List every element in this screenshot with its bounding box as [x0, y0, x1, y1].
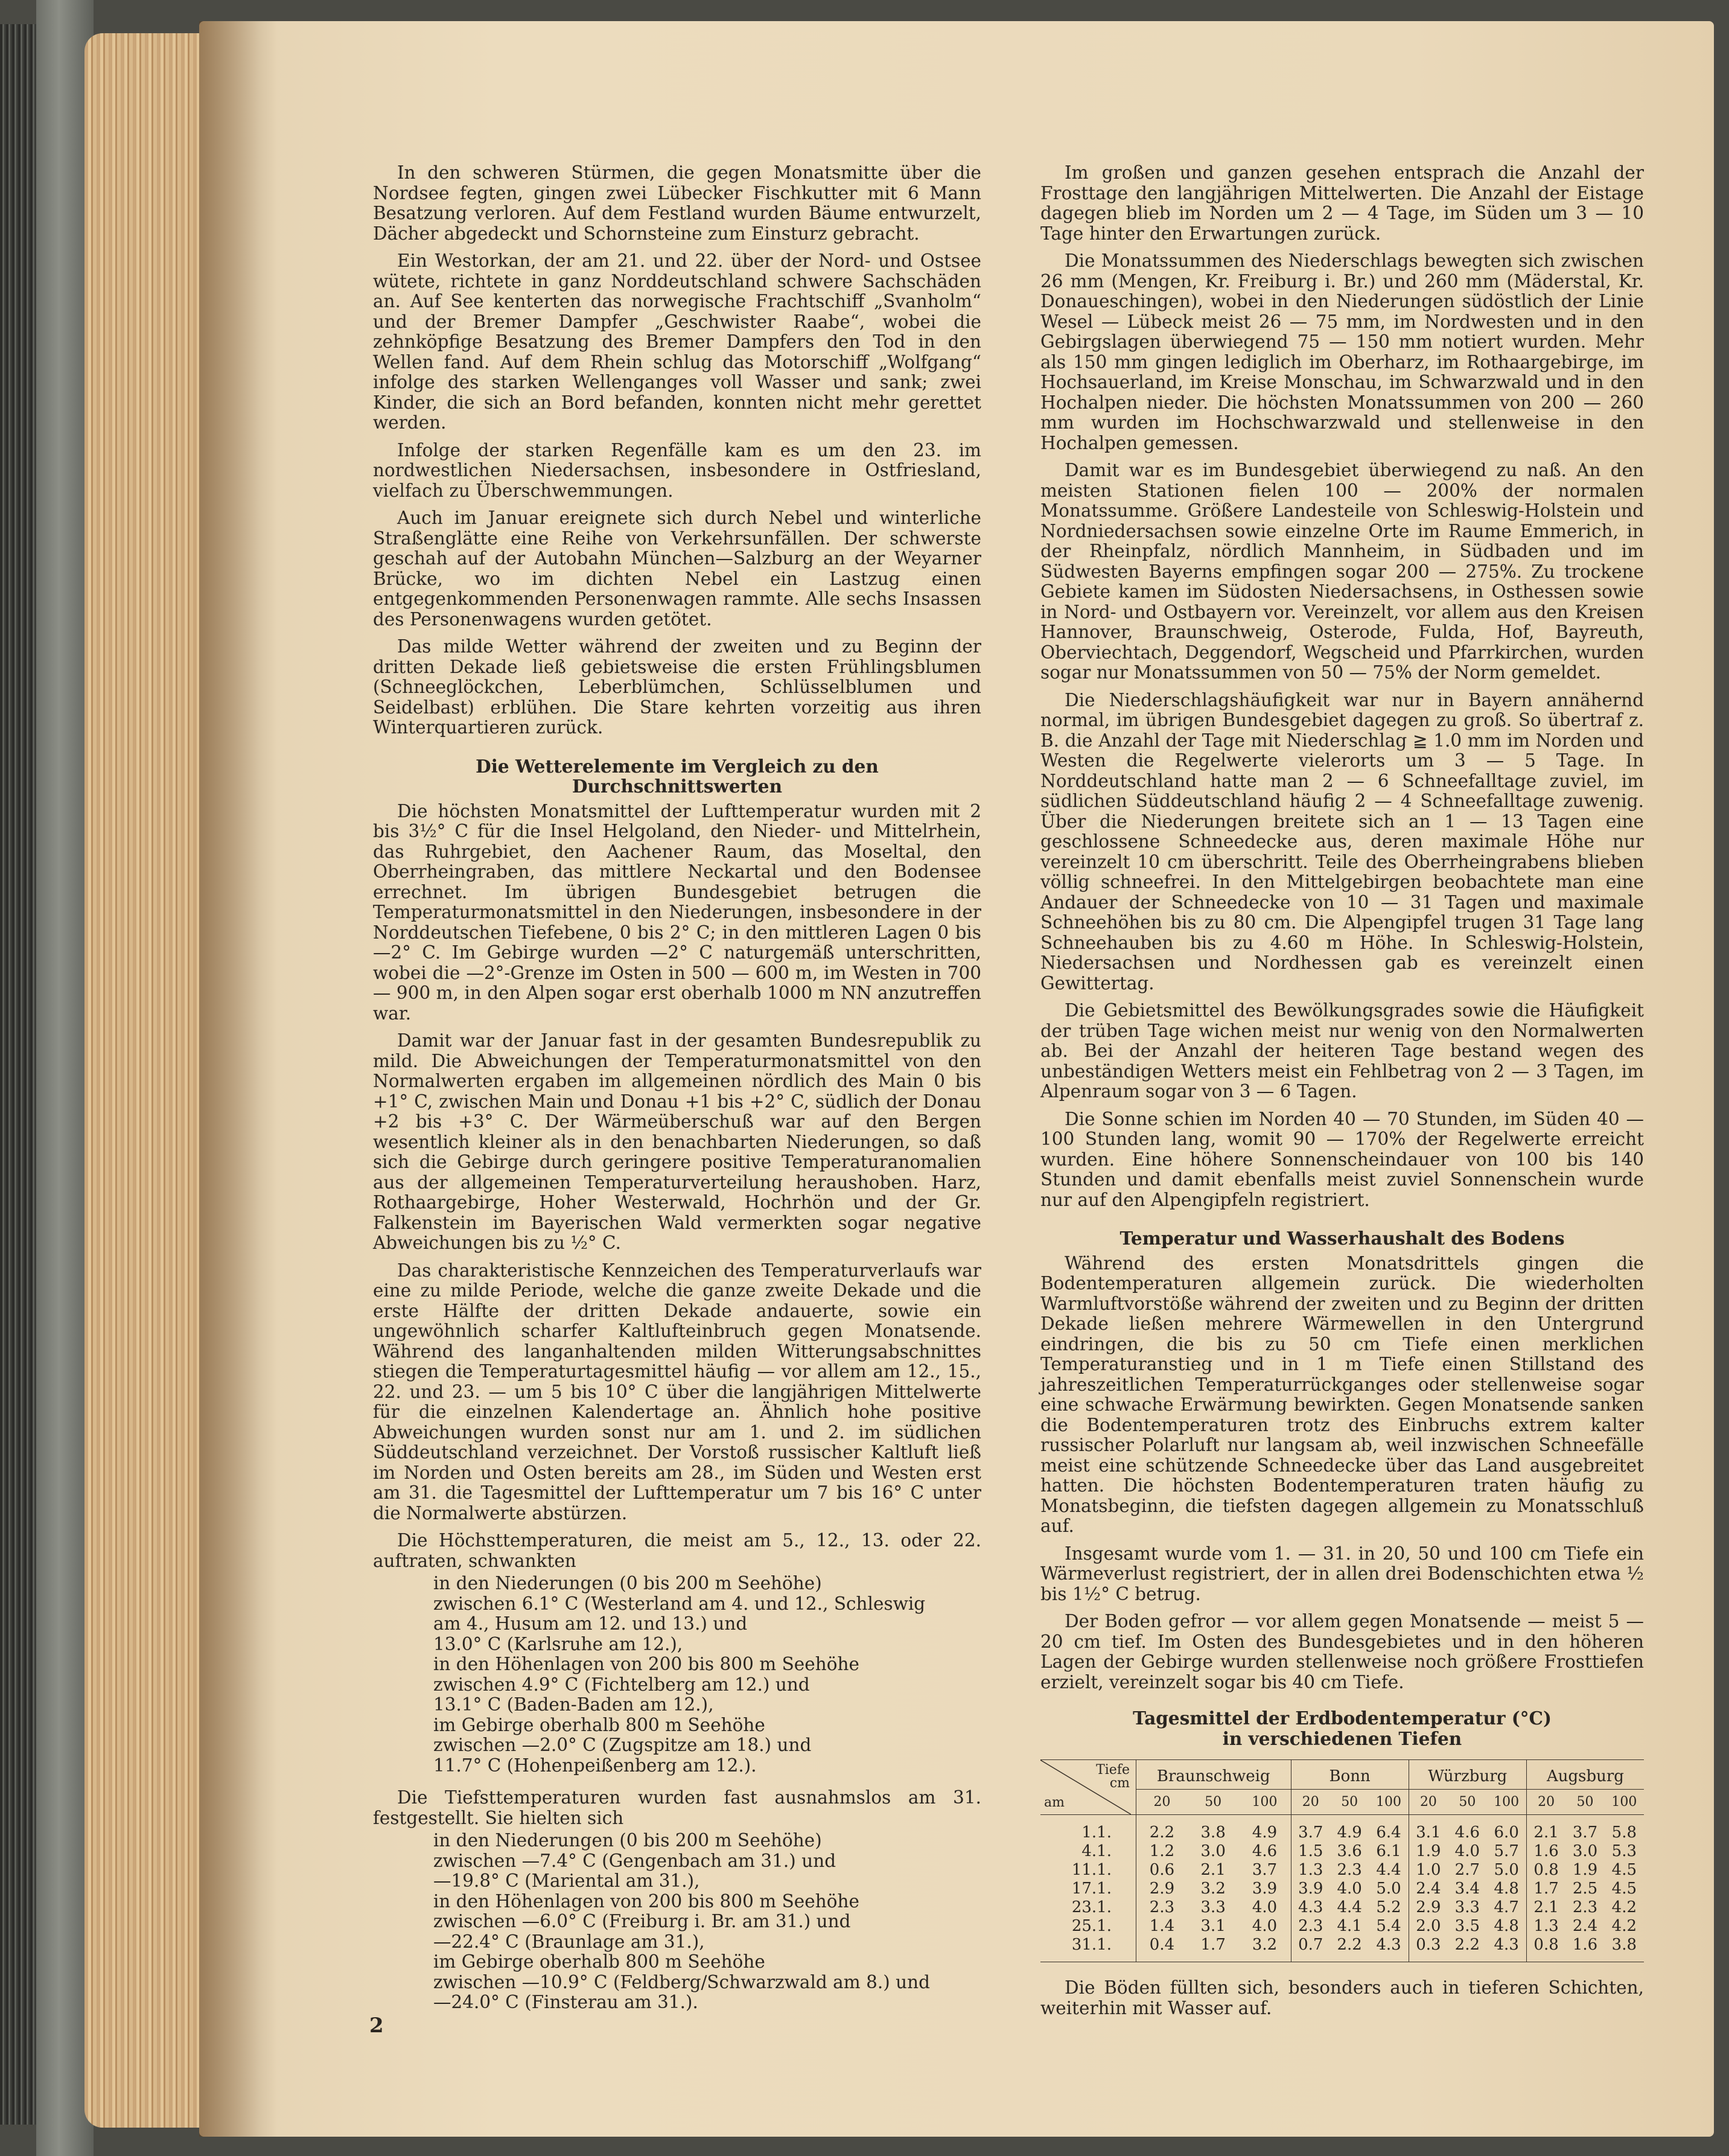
- paragraph: Das charakteristische Kennzeichen des Temperaturverlaufs war eine zu milde Periode, welche die ganze zweite Dekade und die erste Hälfte der dritten Dekade andauerte, sowie ein ungewöhnlich scharfer Kaltlufteinbruch gegen Monatsende. Während des langanhaltenden milden Witterungsabschnittes stiegen die Temperaturtagesmittel häufig — vor allem am 12., 15., 22. und 23. — um 5 bis 10° C über die langjährigen Mittelwerte für die einzelnen Kalendertage an. Ähnlich hohe positive Abweichungen wurden sonst nur am 1. und 2. im südlichen Süddeutschland verzeichnet. Der Vorstoß russischer Kaltluft ließ im Norden und Osten bereits am 28., im Süden und Westen erst am 31. die Tagesmittel der Lufttemperatur um 7 bis 16° C unter die Normalwerte abstürzen.: [373, 1260, 981, 1523]
- table-corner-header: [1040, 1760, 1136, 1815]
- value-cell: 4.1: [1337, 1917, 1362, 1935]
- list-line: am 4., Husum am 12. und 13.) und: [433, 1613, 748, 1634]
- date-cell: 25.1.: [1071, 1917, 1112, 1935]
- paragraph: Die Höchsttemperaturen, die meist am 5., 12., 13. oder 22. auftraten, schwankten: [373, 1530, 981, 1571]
- depth-header: 100: [1376, 1794, 1402, 1810]
- list-line: —24.0° C (Finsterau am 31.).: [433, 1992, 698, 2012]
- value-cell: 1.6: [1526, 1842, 1565, 1861]
- value-cell: 5.2: [1376, 1898, 1401, 1916]
- table-row: [1040, 1898, 1644, 1917]
- city-header: Bonn: [1291, 1760, 1409, 1790]
- value-cell: 5.0: [1494, 1861, 1519, 1879]
- corner-date-label: am: [1044, 1795, 1065, 1810]
- value-cell: 0.4: [1136, 1936, 1188, 1962]
- value-cell: 3.3: [1200, 1898, 1226, 1916]
- paragraph: Im großen und ganzen gesehen entsprach die Anzahl der Frosttage den langjährigen Mittelwerten. Die Anzahl der Eistage dagegen blieb im Norden um 2 — 4 Tage, im Süden um 3 — 10 Tage hinter den Erwartungen zurück.: [1040, 162, 1644, 244]
- soil-temperature-table: [1040, 1759, 1644, 1962]
- page-number: 2: [369, 2014, 384, 2038]
- value-cell: 2.3: [1136, 1898, 1188, 1917]
- value-cell: 2.1: [1526, 1898, 1565, 1917]
- table-row: [1040, 1842, 1644, 1861]
- paragraph: Die Niederschlagshäufigkeit war nur in Bayern annähernd normal, im übrigen Bundesgebiet dagegen zu groß. So übertraf z. B. die Anzahl der Tage mit Niederschlag ≧ 1.0 mm im Norden und Westen die Regelwerte vielerorts um 3 — 5 Tage. In Norddeutschland hatte man 2 — 6 Schneefalltage zuviel, im südlichen Süddeutschland häufig 2 — 4 Schneefalltage zuwenig. Über die Niederungen breitete sich an 1 — 13 Tagen eine geschlossene Schneedecke aus, deren maximale Höhe nur vereinzelt 10 cm überschritt. Teile des Oberrheingrabens blieben völlig schneefrei. In den Mittelgebirgen beobachtete man eine Andauer der Schneedecke von 10 — 31 Tagen und maximale Schneehöhen bis zu 80 cm. Die Alpengipfel trugen 31 Tage lang Schneehauben bis zu 4.60 m Höhe. In Schleswig-Holstein, Niedersachsen und Nordhessen gab es vereinzelt einen Gewittertag.: [1040, 689, 1644, 993]
- list-line: zwischen —2.0° C (Zugspitze am 18.) und: [433, 1735, 812, 1755]
- value-cell: 4.3: [1487, 1936, 1527, 1962]
- depth-header: 20: [1526, 1790, 1565, 1815]
- value-cell: 5.3: [1611, 1842, 1637, 1860]
- paragraph: Die Gebietsmittel des Bewölkungsgrades sowie die Häufigkeit der trüben Tage wichen meist nur wenig von den Normalwerten ab. Bei der Anzahl der heiteren Tage bestand wegen des unbeständigen Wetters meist ein Fehlbetrag von 2 — 3 Tagen, im Alpenraum sogar von 3 — 6 Tagen.: [1040, 1000, 1644, 1102]
- value-cell: 2.9: [1409, 1898, 1448, 1917]
- value-cell: 0.8: [1526, 1861, 1565, 1880]
- value-cell: 4.3: [1369, 1936, 1409, 1962]
- depth-header: 20: [1136, 1790, 1188, 1815]
- city-header: Braunschweig: [1136, 1760, 1291, 1790]
- list-line: 13.1° C (Baden-Baden am 12.),: [433, 1694, 714, 1715]
- city-header: Augsburg: [1526, 1760, 1644, 1790]
- value-cell: 3.6: [1337, 1842, 1362, 1860]
- list-line: zwischen 4.9° C (Fichtelberg am 12.) und: [433, 1674, 810, 1695]
- value-cell: 1.7: [1526, 1880, 1565, 1898]
- list-line: in den Höhenlagen von 200 bis 800 m Seehöhe: [433, 1654, 859, 1674]
- value-cell: 2.2: [1330, 1936, 1369, 1962]
- list-line: zwischen —7.4° C (Gengenbach am 31.) und: [433, 1850, 836, 1871]
- value-cell: 3.9: [1252, 1880, 1278, 1898]
- value-cell: 4.0: [1252, 1898, 1278, 1916]
- value-cell: 1.9: [1572, 1861, 1598, 1879]
- date-cell: 31.1.: [1040, 1936, 1136, 1962]
- list-line: in den Höhenlagen von 200 bis 800 m Seehöhe: [433, 1890, 859, 1912]
- value-cell: 4.3: [1291, 1898, 1330, 1917]
- value-cell: 1.7: [1188, 1936, 1239, 1962]
- list-line: zwischen 6.1° C (Westerland am 4. und 12., Schleswig: [433, 1593, 926, 1614]
- value-cell: 2.7: [1454, 1861, 1480, 1879]
- table-title-line: in verschiedenen Tiefen: [1222, 1727, 1462, 1749]
- value-cell: 4.6: [1448, 1815, 1486, 1843]
- list-line: 13.0° C (Karlsruhe am 12.),: [433, 1633, 683, 1654]
- value-cell: 4.6: [1252, 1842, 1278, 1860]
- value-cell: 1.4: [1136, 1917, 1188, 1936]
- paragraph: Damit war der Januar fast in der gesamten Bundesrepublik zu mild. Die Abweichungen der Temperaturmonatsmittel von den Normalwerten ergaben im allgemeinen nördlich des Main 0 bis +1° C, zwischen Main und Donau +1 bis +2° C, südlich der Donau +2 bis +3° C. Der Wärmeüberschuß war auf den Bergen wesentlich kleiner als in den benachbarten Niederungen, so daß sich die Gebirge durch geringere positive Temperaturanomalien aus der allgemeinen Temperaturverteilung heraushoben. Harz, Rothaargebirge, Hoher Westerwald, Hochrhön und der Gr. Falkenstein im Bayerischen Wald vermerkten sogar negative Abweichungen bis zu ½° C.: [373, 1030, 981, 1253]
- paragraph: Insgesamt wurde vom 1. — 31. in 20, 50 und 100 cm Tiefe ein Wärmeverlust registriert, der in allen drei Bodenschichten etwa ½ bis 1½° C betrug.: [1040, 1543, 1644, 1604]
- value-cell: 3.1: [1409, 1815, 1448, 1843]
- value-cell: 3.7: [1252, 1861, 1278, 1879]
- value-cell: 4.7: [1494, 1898, 1519, 1916]
- paragraph: Die Sonne schien im Norden 40 — 70 Stunden, im Süden 40 — 100 Stunden lang, womit 90 — 170% der Regelwerte erreicht wurden. Eine höhere Sonnenscheindauer von 100 bis 140 Stunden und damit ebenfalls meist zuviel Sonnenschein wurde nur auf den Alpengipfeln registriert.: [1040, 1108, 1644, 1210]
- depth-header: 50: [1459, 1794, 1476, 1810]
- date-cell: 17.1.: [1071, 1880, 1112, 1898]
- list-line: in den Niederungen (0 bis 200 m Seehöhe): [433, 1573, 822, 1593]
- value-cell: 4.0: [1252, 1917, 1278, 1935]
- depth-header: 50: [1576, 1794, 1594, 1810]
- value-cell: 2.0: [1409, 1917, 1448, 1936]
- value-cell: 5.0: [1376, 1880, 1401, 1898]
- paragraph: Das milde Wetter während der zweiten und zu Beginn der dritten Dekade ließ gebietsweise die ersten Frühlingsblumen (Schneeglöckchen, Leberblümchen, Schlüsselblumen und Seidelbast) erblühen. Die Stare kehrten vorzeitig aus ihren Winterquartieren zurück.: [373, 636, 981, 738]
- paragraph: Die Tiefsttemperaturen wurden fast ausnahmslos am 31. festgestellt. Sie hielten sich: [373, 1787, 981, 1828]
- paragraph: Der Boden gefror — vor allem gegen Monatsende — meist 5 — 20 cm tief. Im Osten des Bundesgebietes und in den höheren Lagen der Gebirge wurden stellenweise noch größere Frosttiefen erzielt, vereinzelt sogar bis 40 cm Tiefe.: [1040, 1611, 1644, 1692]
- value-cell: 3.9: [1291, 1880, 1330, 1898]
- value-cell: 1.2: [1136, 1842, 1188, 1861]
- value-cell: 4.5: [1611, 1861, 1637, 1879]
- value-cell: 6.0: [1487, 1815, 1527, 1843]
- value-cell: 4.4: [1376, 1861, 1401, 1879]
- value-cell: 3.8: [1188, 1815, 1239, 1843]
- value-cell: 2.4: [1572, 1917, 1598, 1935]
- list-line: im Gebirge oberhalb 800 m Seehöhe: [433, 1951, 765, 1972]
- paragraph: Damit war es im Bundesgebiet überwiegend zu naß. An den meisten Stationen fielen 100 — 200% der normalen Monatssumme. Größere Landesteile von Schleswig-Holstein und Nordniedersachsen sowie einzelne Orte im Raume Emmerich, in der Rheinpfalz, nördlich Mannheim, in Südbaden und im Südwesten Bayerns empfingen sogar 200 — 275%. Zu trockene Gebiete kamen im Südosten Niedersachsens, in Osthessen sowie in Nord- und Ostbayern vor. Vereinzelt, vor allem aus den Kreisen Hannover, Braunschweig, Osterode, Fulda, Hof, Bayreuth, Oberviechtach, Deggendorf, Wegscheid und Pfarrkirchen, wurden sogar nur Monatssummen von 50 — 75% der Norm gemeldet.: [1040, 460, 1644, 683]
- value-cell: 2.1: [1200, 1861, 1226, 1879]
- paragraph: Die höchsten Monatsmittel der Lufttemperatur wurden mit 2 bis 3½° C für die Insel Helgoland, den Nieder- und Mittelrhein, das Ruhrgebiet, den Aachener Raum, das Moseltal, den Oberrheingraben, das mittlere Neckartal und den Bodensee errechnet. Im übrigen Bundesgebiet betrugen die Temperaturmonatsmittel in den Niederungen, insbesondere in der Norddeutschen Tiefebene, 0 bis 2° C; in den mittleren Lagen 0 bis —2° C. Im Gebirge wurden —2° C naturgemäß unterschritten, wobei die —2°-Grenze im Osten in 500 — 600 m, im Westen in 700 — 900 m, in den Alpen sogar erst oberhalb 1000 m NN anzutreffen war.: [373, 800, 981, 1024]
- list-line: zwischen —6.0° C (Freiburg i. Br. am 31.) und: [433, 1911, 851, 1931]
- value-cell: 2.2: [1448, 1936, 1486, 1962]
- city-header: Würzburg: [1409, 1760, 1526, 1790]
- value-cell: 4.4: [1337, 1898, 1362, 1916]
- min-temperature-list: [373, 1831, 981, 2013]
- value-cell: 2.5: [1572, 1880, 1598, 1898]
- value-cell: 2.3: [1572, 1898, 1598, 1916]
- table-row: [1040, 1861, 1644, 1880]
- value-cell: 2.1: [1526, 1815, 1565, 1843]
- value-cell: 3.4: [1454, 1880, 1480, 1898]
- corner-tiefe-text: Tiefe: [1096, 1762, 1130, 1778]
- depth-header: 50: [1341, 1794, 1358, 1810]
- value-cell: 4.2: [1611, 1898, 1637, 1916]
- value-cell: 3.5: [1454, 1917, 1480, 1935]
- left-text-column: [373, 163, 981, 2025]
- value-cell: 4.8: [1494, 1880, 1519, 1898]
- value-cell: 3.7: [1565, 1815, 1604, 1843]
- value-cell: 1.0: [1409, 1861, 1448, 1880]
- value-cell: 1.9: [1409, 1842, 1448, 1861]
- corner-depth-label: [1096, 1764, 1130, 1790]
- value-cell: 4.5: [1611, 1880, 1637, 1898]
- list-line: —19.8° C (Mariental am 31.),: [433, 1871, 700, 1891]
- value-cell: 4.2: [1611, 1917, 1637, 1935]
- gutter-shadow: [199, 21, 278, 2137]
- section-heading: Die Wetterelemente im Vergleich zu den Durchschnittswerten: [476, 755, 879, 797]
- depth-header: 100: [1494, 1794, 1520, 1810]
- value-cell: 3.1: [1200, 1917, 1226, 1935]
- value-cell: 6.4: [1369, 1815, 1409, 1843]
- value-cell: 2.4: [1409, 1880, 1448, 1898]
- value-cell: 4.0: [1337, 1880, 1362, 1898]
- section-heading: Temperatur und Wasserhaushalt des Bodens: [1119, 1228, 1565, 1249]
- value-cell: 5.7: [1494, 1842, 1519, 1860]
- value-cell: 4.9: [1330, 1815, 1369, 1843]
- list-line: 11.7° C (Hohenpeißenberg am 12.).: [433, 1755, 757, 1776]
- table-row: [1040, 1815, 1644, 1843]
- right-text-column: [1040, 163, 1644, 2026]
- value-cell: 4.8: [1494, 1917, 1519, 1935]
- value-cell: 0.8: [1526, 1936, 1565, 1962]
- list-line: —22.4° C (Braunlage am 31.),: [433, 1931, 705, 1952]
- depth-header: 100: [1611, 1794, 1637, 1810]
- value-cell: 3.0: [1200, 1842, 1226, 1860]
- date-cell: 11.1.: [1071, 1861, 1112, 1879]
- value-cell: 0.6: [1136, 1861, 1188, 1880]
- date-cell: 23.1.: [1071, 1898, 1112, 1916]
- table-row: [1040, 1917, 1644, 1936]
- value-cell: 5.8: [1605, 1815, 1644, 1843]
- value-cell: 2.2: [1136, 1815, 1188, 1843]
- value-cell: 3.8: [1605, 1936, 1644, 1962]
- depth-header: 50: [1205, 1794, 1222, 1810]
- value-cell: 0.3: [1409, 1936, 1448, 1962]
- value-cell: 2.9: [1136, 1880, 1188, 1898]
- value-cell: 1.5: [1291, 1842, 1330, 1861]
- value-cell: 1.3: [1526, 1917, 1565, 1936]
- list-line: im Gebirge oberhalb 800 m Seehöhe: [433, 1714, 765, 1735]
- depth-header: 20: [1291, 1790, 1330, 1815]
- value-cell: 6.1: [1376, 1842, 1401, 1860]
- value-cell: 4.9: [1238, 1815, 1291, 1843]
- value-cell: 5.4: [1376, 1917, 1401, 1935]
- depth-header: 100: [1252, 1794, 1278, 1810]
- table-title: [1040, 1708, 1644, 1749]
- date-cell: 4.1.: [1081, 1842, 1112, 1860]
- paragraph: Die Böden füllten sich, besonders auch in tieferen Schichten, weiterhin mit Wasser auf.: [1040, 1977, 1644, 2018]
- paragraph: Während des ersten Monatsdrittels gingen die Bodentemperaturen allgemein zurück. Die wiederholten Warmluftvorstöße während der zweiten und zu Beginn der dritten Dekade ließen mehrere Wärmewellen in den Untergrund eindringen, die bis zu 50 cm Tiefe einen merklichen Temperaturanstieg und in 1 m Tiefe einen Stillstand des jahreszeitlichen Temperaturrückganges oder stellenweise sogar eine schwache Erwärmung bewirkten. Gegen Monatsende sanken die Bodentemperaturen trotz des Einbruchs extrem kalter russischer Polarluft nur langsam ab, weil inzwischen Schneefälle meist eine schützende Schneedecke über das Land ausgebreitet hatten. Die höchsten Bodentemperaturen traten häufig zu Monatsbeginn, die tiefsten dagegen allgemein zu Monatsschluß auf.: [1040, 1252, 1644, 1536]
- paragraph: Auch im Januar ereignete sich durch Nebel und winterliche Straßenglätte eine Reihe von Verkehrsunfällen. Der schwerste geschah auf der Autobahn München—Salzburg an der Weyarner Brücke, wo im dichten Nebel ein Lastzug einen entgegenkommenden Personenwagen rammte. Alle sechs Insassen des Personenwagens wurden getötet.: [373, 508, 981, 630]
- table-row: [1040, 1880, 1644, 1898]
- paragraph: Ein Westorkan, der am 21. und 22. über der Nord- und Ostsee wütete, richtete in ganz Norddeutschland schwere Sachschäden an. Auf See kenterten das norwegische Frachtschiff „Svanholm“ und der Bremer Dampfer „Geschwister Raabe“, wobei die zehnköpfige Besatzung des Bremer Dampfers den Tod in den Wellen fand. Auf dem Rhein schlug das Motorschiff „Wolfgang“ infolge des starken Wellenganges voll Wasser und sank; zwei Kinder, die sich an Bord befanden, konnten nicht mehr gerettet werden.: [373, 250, 981, 433]
- value-cell: 2.3: [1337, 1861, 1362, 1879]
- date-cell: 1.1.: [1040, 1815, 1136, 1843]
- paragraph: Die Monatssummen des Niederschlags bewegten sich zwischen 26 mm (Mengen, Kr. Freiburg i. Br.) und 260 mm (Mäderstal, Kr. Donaueschingen), wobei in den Niederungen südöstlich der Linie Wesel — Lübeck meist 26 — 75 mm, im Nordwesten und in den Gebirgslagen überwiegend 75 — 150 mm notiert wurden. Mehr als 150 mm gingen lediglich im Oberharz, im Rothaargebirge, im Hochsauerland, im Kreise Monschau, im Schwarzwald und in den Hochalpen nieder. Die höchsten Monatssummen von 200 — 260 mm wurden im Hochschwarzwald und stellenweise in den Hochalpen gemessen.: [1040, 250, 1644, 453]
- table-row: [1040, 1936, 1644, 1962]
- value-cell: 3.3: [1454, 1898, 1480, 1916]
- value-cell: 3.2: [1200, 1880, 1226, 1898]
- value-cell: 4.0: [1454, 1842, 1480, 1860]
- depth-header: 20: [1409, 1790, 1448, 1815]
- list-line: in den Niederungen (0 bis 200 m Seehöhe): [433, 1830, 822, 1851]
- value-cell: 2.3: [1291, 1917, 1330, 1936]
- corner-cm-text: cm: [1109, 1776, 1130, 1791]
- value-cell: 1.3: [1291, 1861, 1330, 1880]
- table-body: [1040, 1815, 1644, 1962]
- value-cell: 3.7: [1291, 1815, 1330, 1843]
- paragraph: In den schweren Stürmen, die gegen Monatsmitte über die Nordsee fegten, gingen zwei Lübecker Fischkutter mit 6 Mann Besatzung verloren. Auf dem Festland wurden Bäume entwurzelt, Dächer abgedeckt und Schornsteine zum Einsturz gebracht.: [373, 162, 981, 244]
- max-temperature-list: [373, 1574, 981, 1776]
- list-line: zwischen —10.9° C (Feldberg/Schwarzwald am 8.) und: [433, 1971, 930, 1992]
- paragraph: Infolge der starken Regenfälle kam es um den 23. im nordwestlichen Niedersachsen, insbesondere in Ostfriesland, vielfach zu Überschwemmungen.: [373, 439, 981, 501]
- value-cell: 0.7: [1291, 1936, 1330, 1962]
- value-cell: 3.2: [1238, 1936, 1291, 1962]
- value-cell: 1.6: [1565, 1936, 1604, 1962]
- value-cell: 3.0: [1572, 1842, 1598, 1860]
- table-title-line: Tagesmittel der Erdbodentemperatur (°C): [1133, 1708, 1552, 1729]
